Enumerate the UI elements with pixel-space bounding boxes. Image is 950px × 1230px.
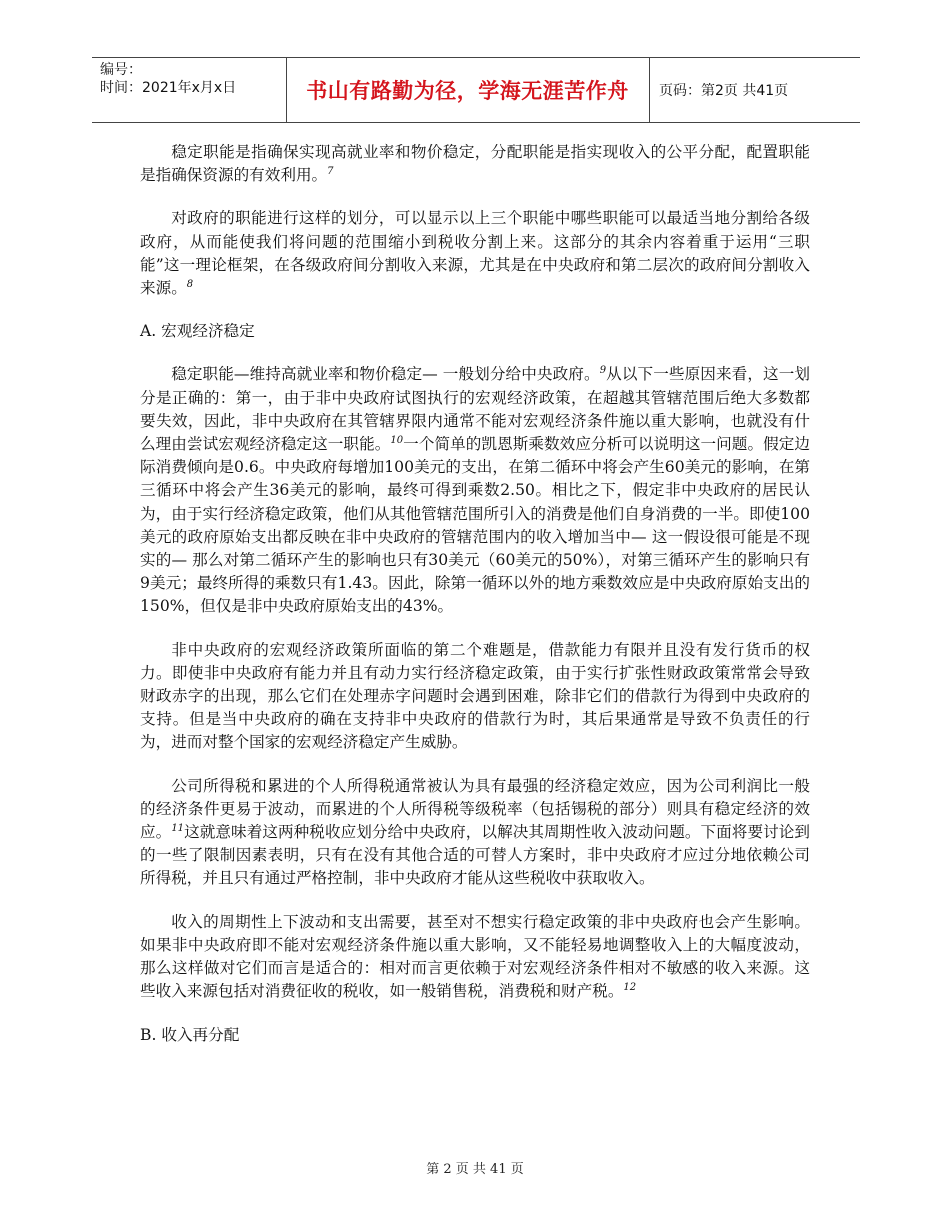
document-time-label: 时间：2021年x月x日	[100, 80, 237, 96]
paragraph	[140, 639, 810, 755]
paragraph-text: 收入的周期性上下波动和支出需要，甚至对不想实行稳定政策的非中央政府也会产生影响。如果非中央政府即不能对宏观经济条件施以重大影响，又不能轻易地调整收入上的大幅度波动，那么这样做对它们而言是适合的：相对而言更依赖于对宏观经济条件相对不敏感的收入来源。这些收入来源包括对消费征收的税收，如一般销售税，消费税和财产税。	[140, 912, 810, 1001]
header-meta	[100, 61, 284, 97]
footnote-marker: 8	[186, 278, 194, 290]
paragraph-text: 这就意味着这两种税收应划分给中央政府，以解决其周期性收入波动问题。下面将要讨论到的一些了限制因素表明，只有在没有其他合适的可替人方案时，非中央政府才应过分地依赖公司所得税，并且只有通过严格控制，非中央政府才能从这些税收中获取收入。	[140, 823, 810, 888]
paragraph-text: 从以下一些原因来看，这一划分是正确的：第一，由于非中央政府试图执行的宏观经济政策，在超越其管辖范围后绝大多数都要失效，因此，非中央政府在其管辖界限内通常不能对宏观经济条件施以重大影响，也就没有什么理由尝试宏观经济稳定这一职能。	[140, 365, 810, 454]
document-body	[140, 141, 810, 1067]
paragraph-text: 一个简单的凯恩斯乘数效应分析可以说明这一问题。假定边际消费倾向是0.6。中央政府每增加100美元的支出，在第二循环中将会产生60美元的影响，在第三循环中将会产生36美元的影响，最终可得到乘数2.50。相比之下，假定非中央政府的居民认为，由于实行经济稳定政策，他们从其他管辖范围所引入的消费是他们自身消费的一半。即使100美元的政府原始支出都反映在非中央政府的管辖范围内的收入增加当中— 这一假设很可能是不现实的— 那么对第二循环产生的影响也只有30美元（60美元的50%），对第三循环产生的影响只有9美元；最终所得的乘数只有1.43。因此，除第一循环以外的地方乘数效应是中央政府原始支出的150%，但仅是非中央政府原始支出的43%。	[140, 435, 810, 616]
footnote-marker: 11	[171, 822, 185, 834]
paragraph	[140, 363, 810, 618]
footnote-marker: 10	[390, 434, 404, 446]
paragraph-text: 对政府的职能进行这样的划分，可以显示以上三个职能中哪些职能可以最适当地分割给各级政府，从而能使我们将问题的范围缩小到税收分割上来。这部分的其余内容着重于运用“三职能”这一理论框架，在各级政府间分割收入来源，尤其是在中央政府和第二层次的政府间分割收入来源。	[140, 209, 810, 298]
paragraph-text: 稳定职能—维持高就业率和物价稳定— 一般划分给中央政府。	[171, 365, 600, 384]
footnote-marker: 12	[623, 982, 637, 994]
paragraph	[140, 911, 810, 1004]
header-motto: 书山有路勤为径，学海无涯苦作舟	[306, 79, 629, 103]
paragraph	[140, 141, 810, 187]
paragraph	[140, 775, 810, 891]
paragraph-text: 公司所得税和累进的个人所得税通常被认为具有最强的经济稳定效应，因为公司利润比一般的经济条件更易于波动，而累进的个人所得税等级税率（包括锡税的部分）则具有稳定经济的效应。	[140, 776, 810, 842]
paragraph	[140, 207, 810, 300]
document-number-label: 编号：	[100, 62, 142, 78]
page-header	[92, 57, 860, 123]
paragraph-text: 稳定职能是指确保实现高就业率和物价稳定，分配职能是指实现收入的公平分配，配置职能是指确保资源的有效利用。	[140, 143, 810, 185]
paragraph-text: 非中央政府的宏观经济政策所面临的第二个难题是，借款能力有限并且没有发行货币的权力。即使非中央政府有能力并且有动力实行经济稳定政策，由于实行扩张性财政政策常常会导致财政赤字的出现，那么它们在处理赤字问题时会遇到困难，除非它们的借款行为得到中央政府的支持。但是当中央政府的确在支持非中央政府的借款行为时，其后果通常是导致不负责任的行为，进而对整个国家的宏观经济稳定产生威胁。	[140, 640, 810, 752]
page-footer: 第 2 页 共 41 页	[426, 1162, 524, 1177]
header-page-number: 页码：第2页 共41页	[659, 83, 789, 99]
section-heading-b: B. 收入再分配	[140, 1025, 240, 1044]
footnote-marker: 7	[327, 166, 334, 178]
section-heading-a: A. 宏观经济稳定	[140, 322, 255, 341]
footnote-marker: 9	[599, 365, 607, 377]
